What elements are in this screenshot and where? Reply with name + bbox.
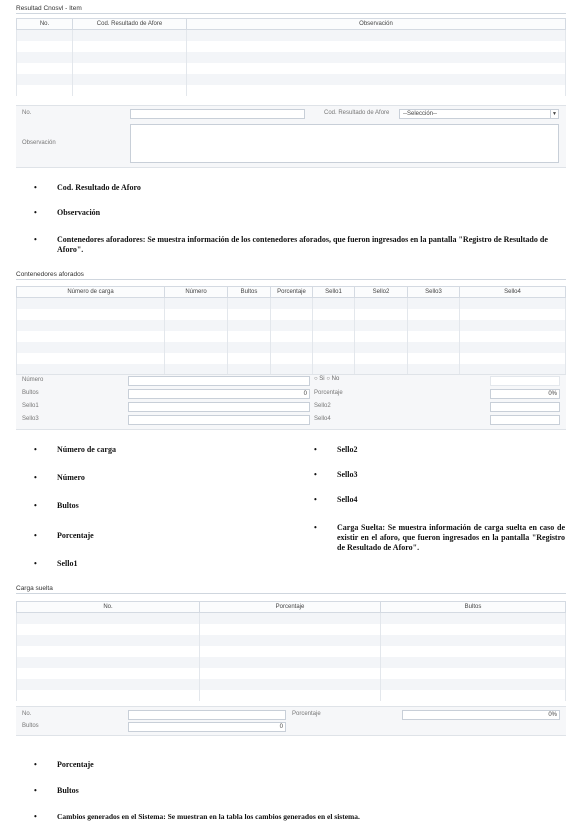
col-header-observacion[interactable]: Observación xyxy=(187,19,566,30)
table-row[interactable] xyxy=(17,613,566,624)
table-row[interactable] xyxy=(17,30,566,41)
si-no-radio-group xyxy=(314,376,339,382)
sello2-input[interactable] xyxy=(490,402,560,412)
bullet-item: • Contenedores aforadores: Se muestra información de los contenedores aforados, que fueron ingresados en la pantalla "Registro de Resultado de Aforo". xyxy=(34,235,548,254)
bullet-icon: • xyxy=(34,445,37,454)
bullet-icon: • xyxy=(34,786,37,795)
table-row[interactable] xyxy=(17,74,566,85)
bullet-icon: • xyxy=(34,183,37,192)
cod-resultado-label: Cod. Resultado de Afore xyxy=(324,110,390,116)
table-row[interactable] xyxy=(17,635,566,646)
col-header-sello4[interactable]: Sello4 xyxy=(460,287,566,298)
observacion-textarea[interactable] xyxy=(130,124,559,163)
contenedores-table xyxy=(16,286,566,375)
cod-resultado-select[interactable] xyxy=(399,109,559,119)
radio-no-label: No xyxy=(331,376,340,382)
table-row[interactable] xyxy=(17,52,566,63)
table-row[interactable] xyxy=(17,690,566,701)
table-row[interactable] xyxy=(17,41,566,52)
bullet-icon: • xyxy=(34,235,37,244)
table-row[interactable] xyxy=(17,63,566,74)
sello1-input[interactable] xyxy=(128,402,310,412)
col-header-cod-resultado[interactable]: Cod. Resultado de Afore xyxy=(73,19,187,30)
table-row[interactable] xyxy=(17,331,566,342)
porcentaje-label: Porcentaje xyxy=(292,711,321,717)
radio-no-icon[interactable]: ○ xyxy=(326,376,330,382)
numero-input[interactable] xyxy=(128,376,310,386)
col-header-no[interactable]: No. xyxy=(17,19,73,30)
radio-si-label: Si xyxy=(319,376,325,382)
resultado-form-fields xyxy=(16,105,566,168)
bullet-item: • Carga Suelta: Se muestra información de carga suelta en caso de existir en el aforo, que fueron ingresados en la pantalla "Registro de Resultado de Aforo". xyxy=(314,523,565,552)
resultado-table xyxy=(16,18,566,96)
table-row[interactable] xyxy=(17,298,566,309)
col-header-sello2[interactable]: Sello2 xyxy=(355,287,408,298)
sello2-label: Sello2 xyxy=(314,403,331,409)
table-row[interactable] xyxy=(17,85,566,96)
numero-label: Número xyxy=(22,377,44,383)
table-row[interactable] xyxy=(17,668,566,679)
no-label: No. xyxy=(22,110,32,116)
bullet-icon: • xyxy=(314,445,317,454)
col-header-porcentaje[interactable]: Porcentaje xyxy=(271,287,313,298)
porcentaje-input[interactable]: 0% xyxy=(402,710,560,720)
no-input[interactable] xyxy=(130,109,305,119)
sello3-label: Sello3 xyxy=(22,416,39,422)
bullet-icon: • xyxy=(34,531,37,540)
porcentaje-label: Porcentaje xyxy=(314,390,343,396)
bultos-input[interactable]: 0 xyxy=(128,389,310,399)
numero-extra-input[interactable] xyxy=(490,376,560,386)
table-row[interactable] xyxy=(17,320,566,331)
bullet-icon: • xyxy=(34,473,37,482)
carga-suelta-form-fields xyxy=(16,706,566,736)
col-header-sello3[interactable]: Sello3 xyxy=(408,287,460,298)
bullet-icon: • xyxy=(314,495,317,504)
col-header-bultos[interactable]: Bultos xyxy=(228,287,271,298)
bullet-icon: • xyxy=(34,812,37,821)
table-row[interactable] xyxy=(17,657,566,668)
bultos-label: Bultos xyxy=(22,390,39,396)
bullet-icon: • xyxy=(34,501,37,510)
carga-suelta-panel xyxy=(16,584,566,701)
sello3-input[interactable] xyxy=(128,415,310,425)
bullet-icon: • xyxy=(314,523,317,532)
bullet-icon: • xyxy=(34,208,37,217)
sello4-label: Sello4 xyxy=(314,416,331,422)
table-row[interactable] xyxy=(17,353,566,364)
table-row[interactable] xyxy=(17,679,566,690)
chevron-down-icon[interactable]: ▼ xyxy=(550,110,558,118)
bullet-icon: • xyxy=(34,760,37,769)
bultos-input[interactable]: 0 xyxy=(128,722,286,732)
resultado-panel xyxy=(16,4,566,96)
table-row[interactable] xyxy=(17,624,566,635)
resultado-panel-title: Resultad Cnosvl - Item xyxy=(16,4,566,14)
table-row[interactable] xyxy=(17,342,566,353)
observacion-label: Observación xyxy=(22,140,56,146)
sello4-input[interactable] xyxy=(490,415,560,425)
col-header-bultos[interactable]: Bultos xyxy=(381,602,566,613)
radio-si-icon[interactable]: ○ xyxy=(314,376,318,382)
table-row[interactable] xyxy=(17,364,566,375)
contenedores-panel xyxy=(16,270,566,375)
sello1-label: Sello1 xyxy=(22,403,39,409)
table-row[interactable] xyxy=(17,646,566,657)
table-row[interactable] xyxy=(17,309,566,320)
contenedores-form-fields xyxy=(16,374,566,430)
no-input[interactable] xyxy=(128,710,286,720)
select-value: --Selección-- xyxy=(403,111,438,117)
col-header-no[interactable]: No. xyxy=(17,602,200,613)
bullet-icon: • xyxy=(34,559,37,568)
col-header-numero-carga[interactable]: Número de carga xyxy=(17,287,165,298)
no-label: No. xyxy=(22,711,32,717)
contenedores-panel-title: Contenedores aforados xyxy=(16,270,566,280)
carga-suelta-table xyxy=(16,601,566,701)
col-header-porcentaje[interactable]: Porcentaje xyxy=(200,602,381,613)
bullet-icon: • xyxy=(314,470,317,479)
col-header-sello1[interactable]: Sello1 xyxy=(313,287,355,298)
col-header-numero[interactable]: Número xyxy=(165,287,228,298)
carga-suelta-panel-title: Carga suelta xyxy=(16,584,566,594)
bultos-label: Bultos xyxy=(22,723,39,729)
porcentaje-input[interactable]: 0% xyxy=(490,389,560,399)
